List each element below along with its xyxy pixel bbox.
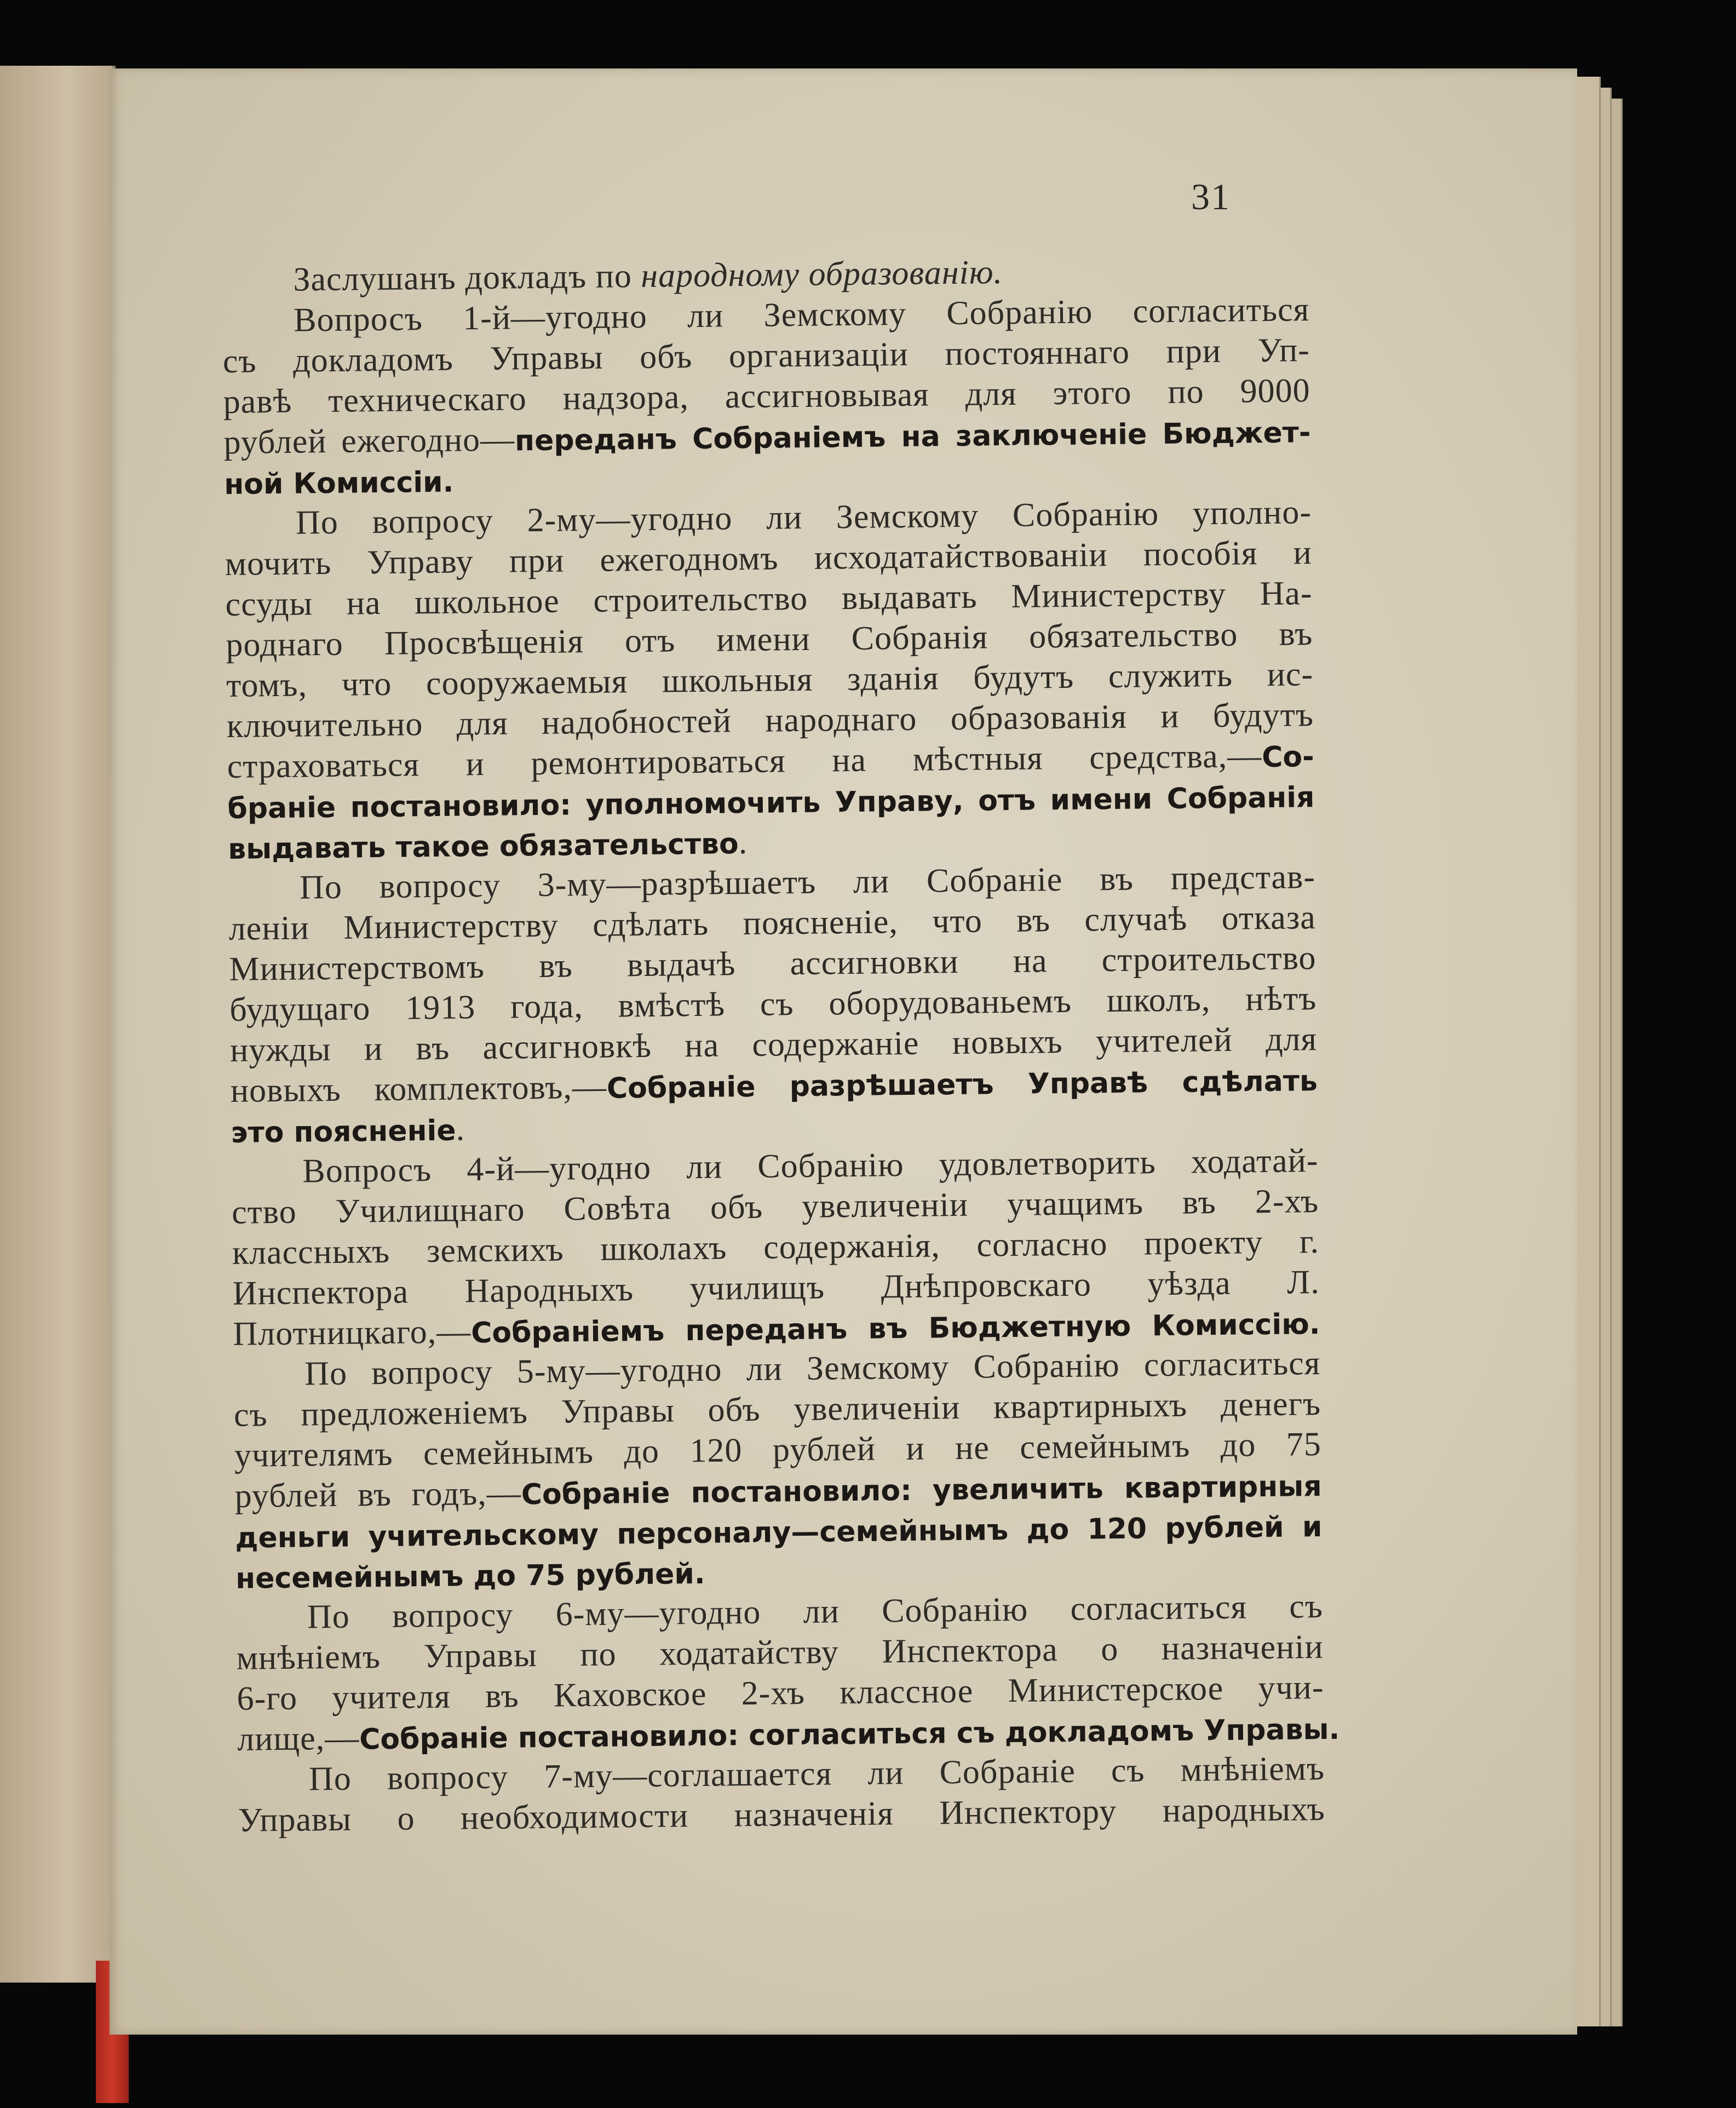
line-text: 6-го учителя въ Каховское 2-хъ классное Министерское учи- [237,1669,1324,1718]
resolution-text: Собраніемъ переданъ въ Бюджетную Комиссію. [470,1308,1320,1350]
line-text: Управы о необходимости назначенія Инспектору народныхъ [238,1790,1326,1839]
line-text: нужды и въ ассигновкѣ на содержаніе новыхъ учителей для [229,1020,1318,1069]
line-text: . [456,1110,465,1148]
page-number: 31 [1191,176,1231,217]
line-text: Заслушанъ докладъ по [293,257,641,298]
line-text: Вопросъ 1-й—угодно ли Земскому Собранію согласиться [293,291,1310,339]
resolution-text: выдавать такое обязательство [227,828,739,866]
line-text: мочить Управу при ежегодномъ исходатайствованіи пособія и [225,534,1313,583]
resolution-text: Собраніе разрѣшаетъ Управѣ сдѣлать [606,1065,1318,1105]
line-text: рублей ежегодно— [223,421,515,461]
line-text: По вопросу 3-му—разрѣшаетъ ли Собраніе въ представ- [299,858,1316,906]
line-text: Плотницкаго,— [233,1313,472,1353]
line-text: Инспектора Народныхъ училищъ Днѣпровскаго уѣзда Л. [232,1263,1320,1312]
line-text: новыхъ комплектовъ,— [230,1068,607,1110]
resolution-text: несемейнымъ до 75 рублей. [235,1557,705,1595]
line-text: страховаться и ремонтироваться на мѣстныя средства,— [227,737,1262,785]
facing-page-edge [0,66,116,1983]
line-text: По вопросу 5-му—угодно ли Земскому Собранію согласиться [304,1345,1321,1393]
resolution-text: это поясненіе [231,1114,456,1150]
line-text: лище,— [237,1719,360,1758]
line-text: томъ, что сооружаемыя школьныя зданія будутъ служить ис- [226,656,1314,704]
resolution-text: переданъ Собраніемъ на заключеніе Бюджет- [514,416,1311,458]
line-text: ссуды на школьное строительство выдавать Министерству На- [225,575,1313,623]
line-text: ство Училищнаго Совѣта объ увеличеніи учащимъ въ 2-хъ [231,1182,1319,1231]
line-text: будущаго 1913 года, вмѣстѣ съ оборудованьемъ школъ, нѣтъ [229,980,1317,1029]
italic-text: народному образованію. [640,254,1003,295]
line-text: По вопросу 7-му—соглашается ли Собраніе съ мнѣніемъ [308,1750,1325,1798]
line-text: Министерствомъ въ выдачѣ ассигновки на строительство [229,939,1317,988]
line-text: ключительно для надобностей народнаго образованія и будутъ [226,696,1314,745]
line-text: По вопросу 6-му—угодно ли Собранію согласиться съ [307,1588,1324,1636]
line-text: По вопросу 2-му—угодно ли Земскому Собранію уполно- [295,493,1312,542]
line-text: равѣ техническаго надзора, ассигновывая для этого по 9000 [223,372,1310,421]
resolution-text: Со- [1261,740,1314,774]
line-text: леніи Министерству сдѣлать поясненіе, что въ случаѣ отказа [228,899,1317,947]
line-text: классныхъ земскихъ школахъ содержанія, согласно проекту г. [232,1223,1320,1272]
line-text: Вопросъ 4-й—угодно ли Собранію удовлетворить ходатай- [302,1142,1319,1190]
line-text: рублей въ годъ,— [234,1474,522,1515]
line-text: съ предложеніемъ Управы объ увеличеніи квартирныхъ денегъ [233,1385,1321,1434]
resolution-text: деньги учительскому персоналу—семейнымъ до 120 рублей и [235,1510,1323,1555]
resolution-text: ной Комиссіи. [223,466,454,501]
line-text: мнѣніемъ Управы по ходатайству Инспектора о назначеніи [236,1628,1324,1677]
resolution-text: Собраніе постановило: увеличить квартирныя [521,1470,1322,1512]
resolution-text: браніе постановило: уполномочить Управу, отъ имени Собранія [227,781,1315,825]
line-text: . [738,824,748,861]
line-text: съ докладомъ Управы объ организаціи постояннаго при Уп- [222,331,1310,380]
line-text: учителямъ семейнымъ до 120 рублей и не семейнымъ до 75 [234,1426,1322,1474]
line-text: роднаго Просвѣщенія отъ имени Собранія обязательство въ [226,615,1313,664]
page-body-text [222,249,1340,1841]
resolution-text: Собраніе постановило: согласиться съ докладомъ Управы. [359,1713,1340,1756]
